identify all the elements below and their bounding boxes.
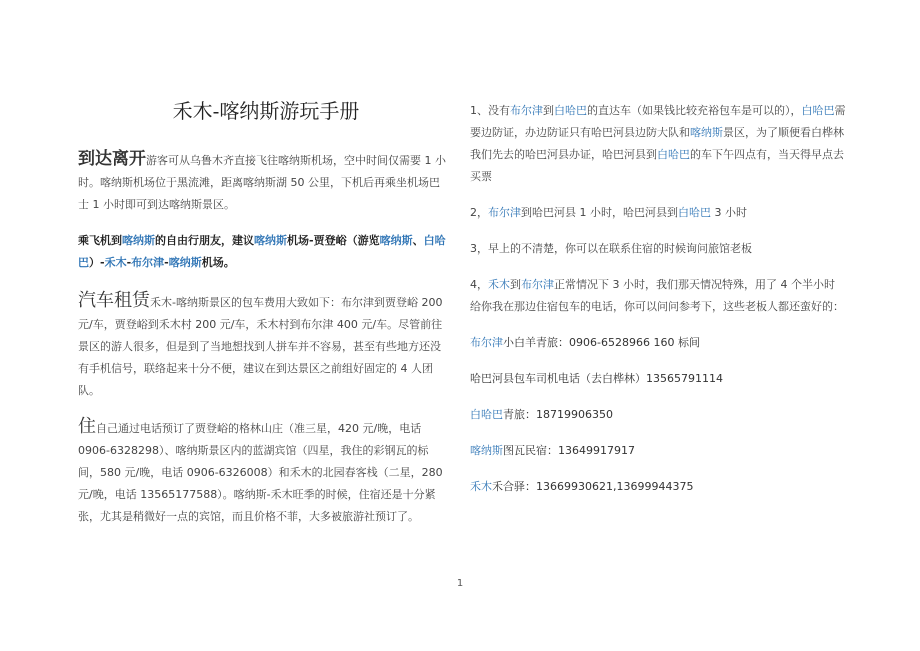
- faq-text: 3 小时: [711, 206, 747, 219]
- faq-text: 到: [510, 278, 521, 291]
- page-number: 1: [456, 578, 464, 589]
- flight-tip-text: -: [126, 256, 132, 269]
- faq-text: 需要边防证，办边防证只有哈巴河县边防大队和: [470, 104, 846, 139]
- arrive-text: 游客可从乌鲁木齐直接飞往喀纳斯机场，空中时间仅需要 1 小时。喀纳斯机场位于黑流滩，距离喀纳斯湖 50 公里，下机后再乘坐机场巴士 1 小时即可到达喀纳斯景区。: [78, 154, 446, 211]
- burqin-link: 布尔津: [521, 278, 554, 291]
- faq-text: 4，: [470, 278, 488, 291]
- flight-tip-text: 乘飞机到: [78, 234, 122, 247]
- contacts-intro: 给你我在那边住宿包车的电话，你可以问问参考下，这些老板人都还蛮好的：: [470, 300, 844, 313]
- faq-item-2: [470, 202, 846, 224]
- contact-text: 禾合驿：13669930621,13699944375: [492, 480, 694, 493]
- burqin-link: 布尔津: [510, 104, 543, 117]
- contact-item: [470, 368, 846, 390]
- kanas-link: 喀纳斯: [690, 126, 723, 139]
- right-column: [470, 100, 846, 512]
- kanas-link: 喀纳斯: [168, 256, 202, 269]
- stay-text: 自己通过电话预订了贾登峪的格林山庄（准三星，420 元/晚，电话 0906-6328298）、喀纳斯景区内的蓝湖宾馆（四星，我住的彩钢瓦的标间，580 元/晚，电话 0906-6326008）和禾木的北园春客栈（二星，280 元/晚，电话 13565177588）。喀纳斯-禾木旺季的时候，住宿还是十分紧张，尤其是稍微好一点的宾馆，而且价格不菲，大多被旅游社预订了。: [78, 422, 443, 523]
- kanas-link: 喀纳斯: [379, 234, 413, 247]
- flight-tip-text: ）-: [89, 256, 105, 269]
- flight-tip: [78, 230, 450, 274]
- flight-tip-text: 的自由行朋友，建议: [155, 234, 254, 247]
- flight-tip-text: 、: [412, 234, 424, 247]
- baihaba-link: 白哈巴: [678, 206, 711, 219]
- left-column: [78, 96, 450, 542]
- faq-text: 的车下午四点有，当天得早点去买票: [470, 148, 844, 183]
- contact-text: 青旅：18719906350: [503, 408, 613, 421]
- contact-item: [470, 440, 846, 462]
- contact-text: 图瓦民宿：13649917917: [503, 444, 635, 457]
- baihaba-link: 白哈巴: [657, 148, 690, 161]
- contact-text: 哈巴河县包车司机电话（去白桦林）13565791114: [470, 372, 723, 385]
- contact-place: 喀纳斯: [470, 444, 503, 457]
- contact-item: [470, 332, 846, 354]
- baihaba-link: 白哈巴: [554, 104, 587, 117]
- flight-tip-text: -: [164, 256, 169, 269]
- baihaba-link: 白哈巴: [78, 234, 446, 269]
- flight-tip-text: 机场-贾登峪（游览: [287, 234, 380, 247]
- kanas-link: 喀纳斯: [254, 234, 287, 247]
- faq-item-1: [470, 100, 846, 188]
- faq-text: 到哈巴河县 1 小时，哈巴河县到: [521, 206, 678, 219]
- arrive-section: [78, 148, 450, 216]
- hemu-link: 禾木: [104, 256, 127, 269]
- car-section: [78, 290, 450, 402]
- contact-item: [470, 476, 846, 498]
- burqin-link: 布尔津: [131, 256, 165, 269]
- burqin-link: 布尔津: [488, 206, 521, 219]
- stay-section: [78, 416, 450, 528]
- contact-place: 禾木: [470, 480, 492, 493]
- faq-text: 正常情况下 3 小时，我们那天情况特殊，用了 4 个半小时: [554, 278, 835, 291]
- flight-tip-text: 机场。: [201, 256, 235, 269]
- contact-place: 白哈巴: [470, 408, 503, 421]
- faq-item-3: 3，早上的不清楚，你可以在联系住宿的时候询问旅馆老板: [470, 242, 752, 255]
- hemu-link: 禾木: [488, 278, 510, 291]
- baihaba-link: 白哈巴: [801, 104, 835, 117]
- kanas-link: 喀纳斯: [122, 234, 155, 247]
- arrive-heading: 到达离开: [78, 149, 146, 169]
- contact-item: [470, 404, 846, 426]
- stay-heading: 住: [78, 416, 96, 437]
- car-text: 禾木-喀纳斯景区的包车费用大致如下：布尔津到贾登峪 200 元/车，贾登峪到禾木村 200 元/车，禾木村到布尔津 400 元/车。尽管前往景区的游人很多，但是到了当地想找到人拼车并不容易，甚至有些地方还没有手机信号，联络起来十分不便，建议在到达景区之前组好固定的 4 人团队。: [78, 296, 443, 397]
- faq-item-4: [470, 274, 846, 296]
- car-heading: 汽车租赁: [78, 290, 150, 311]
- contact-place: 布尔津: [470, 336, 503, 349]
- faq-text: 2，: [470, 206, 488, 219]
- page-title: 禾木-喀纳斯游玩手册: [172, 99, 360, 123]
- contact-text: 小白羊青旅：0906-6528966 160 标间: [503, 336, 700, 349]
- faq-text: 到: [543, 104, 554, 117]
- faq-text: 的直达车（如果钱比较充裕包车是可以的），: [587, 104, 802, 117]
- faq-text: 景区，为了顺便看白桦林我们先去的哈巴河县办证，哈巴河县到: [470, 126, 844, 161]
- faq-text: 1、没有: [470, 104, 510, 117]
